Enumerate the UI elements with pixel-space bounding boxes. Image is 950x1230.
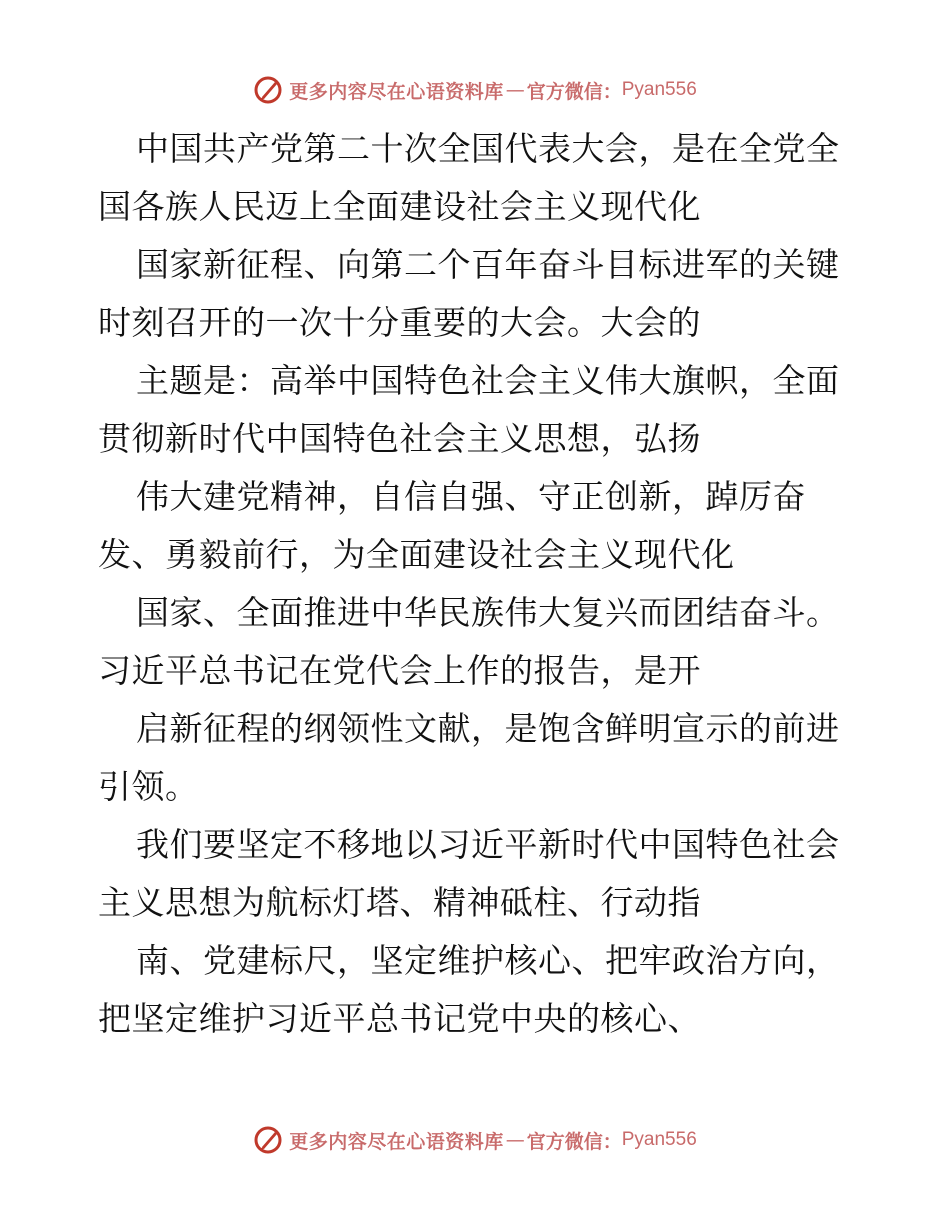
quill-logo-icon (253, 75, 283, 105)
text-line: 国各族人民迈上全面建设社会主义现代化 (98, 187, 701, 226)
text-line: 主义思想为航标灯塔、精神砥柱、行动指 (98, 883, 701, 922)
watermark-id: Pyan556 (621, 79, 697, 100)
text-line: 贯彻新时代中国特色社会主义思想，弘扬 (98, 419, 701, 458)
footer-watermark (0, 1120, 950, 1160)
document-body (98, 120, 858, 1048)
quill-logo-icon (253, 1125, 283, 1155)
text-line: 国家、全面推进中华民族伟大复兴而团结奋斗。 (136, 593, 840, 632)
watermark-label: 官方微信： (526, 1130, 622, 1153)
text-line: 南、党建标尺，坚定维护核心、把牢政治方向， (136, 941, 840, 980)
text-line: 习近平总书记在党代会上作的报告，是开 (98, 651, 701, 690)
watermark-dash: — (505, 79, 525, 101)
text-line: 国家新征程、向第二个百年奋斗目标进军的关键 (136, 245, 840, 284)
text-line: 主题是：高举中国特色社会主义伟大旗帜，全面 (136, 361, 840, 400)
text-line: 中国共产党第二十次全国代表大会，是在全党全 (136, 129, 840, 168)
watermark-dash: — (505, 1129, 525, 1151)
header-watermark (0, 70, 950, 110)
watermark-id: Pyan556 (621, 1129, 697, 1150)
text-line: 发、勇毅前行，为全面建设社会主义现代化 (98, 535, 735, 574)
text-line: 启新征程的纲领性文献，是饱含鲜明宣示的前进 (136, 709, 840, 748)
text-line: 伟大建党精神，自信自强、守正创新，踔厉奋 (136, 477, 806, 516)
text-line: 引领。 (98, 767, 199, 806)
watermark-text: 更多内容尽在心语资料库 (289, 80, 504, 103)
watermark-label: 官方微信： (526, 80, 622, 103)
text-line: 我们要坚定不移地以习近平新时代中国特色社会 (136, 825, 840, 864)
watermark-text: 更多内容尽在心语资料库 (289, 1130, 504, 1153)
text-line: 把坚定维护习近平总书记党中央的核心、 (98, 999, 701, 1038)
text-line: 时刻召开的一次十分重要的大会。大会的 (98, 303, 701, 342)
